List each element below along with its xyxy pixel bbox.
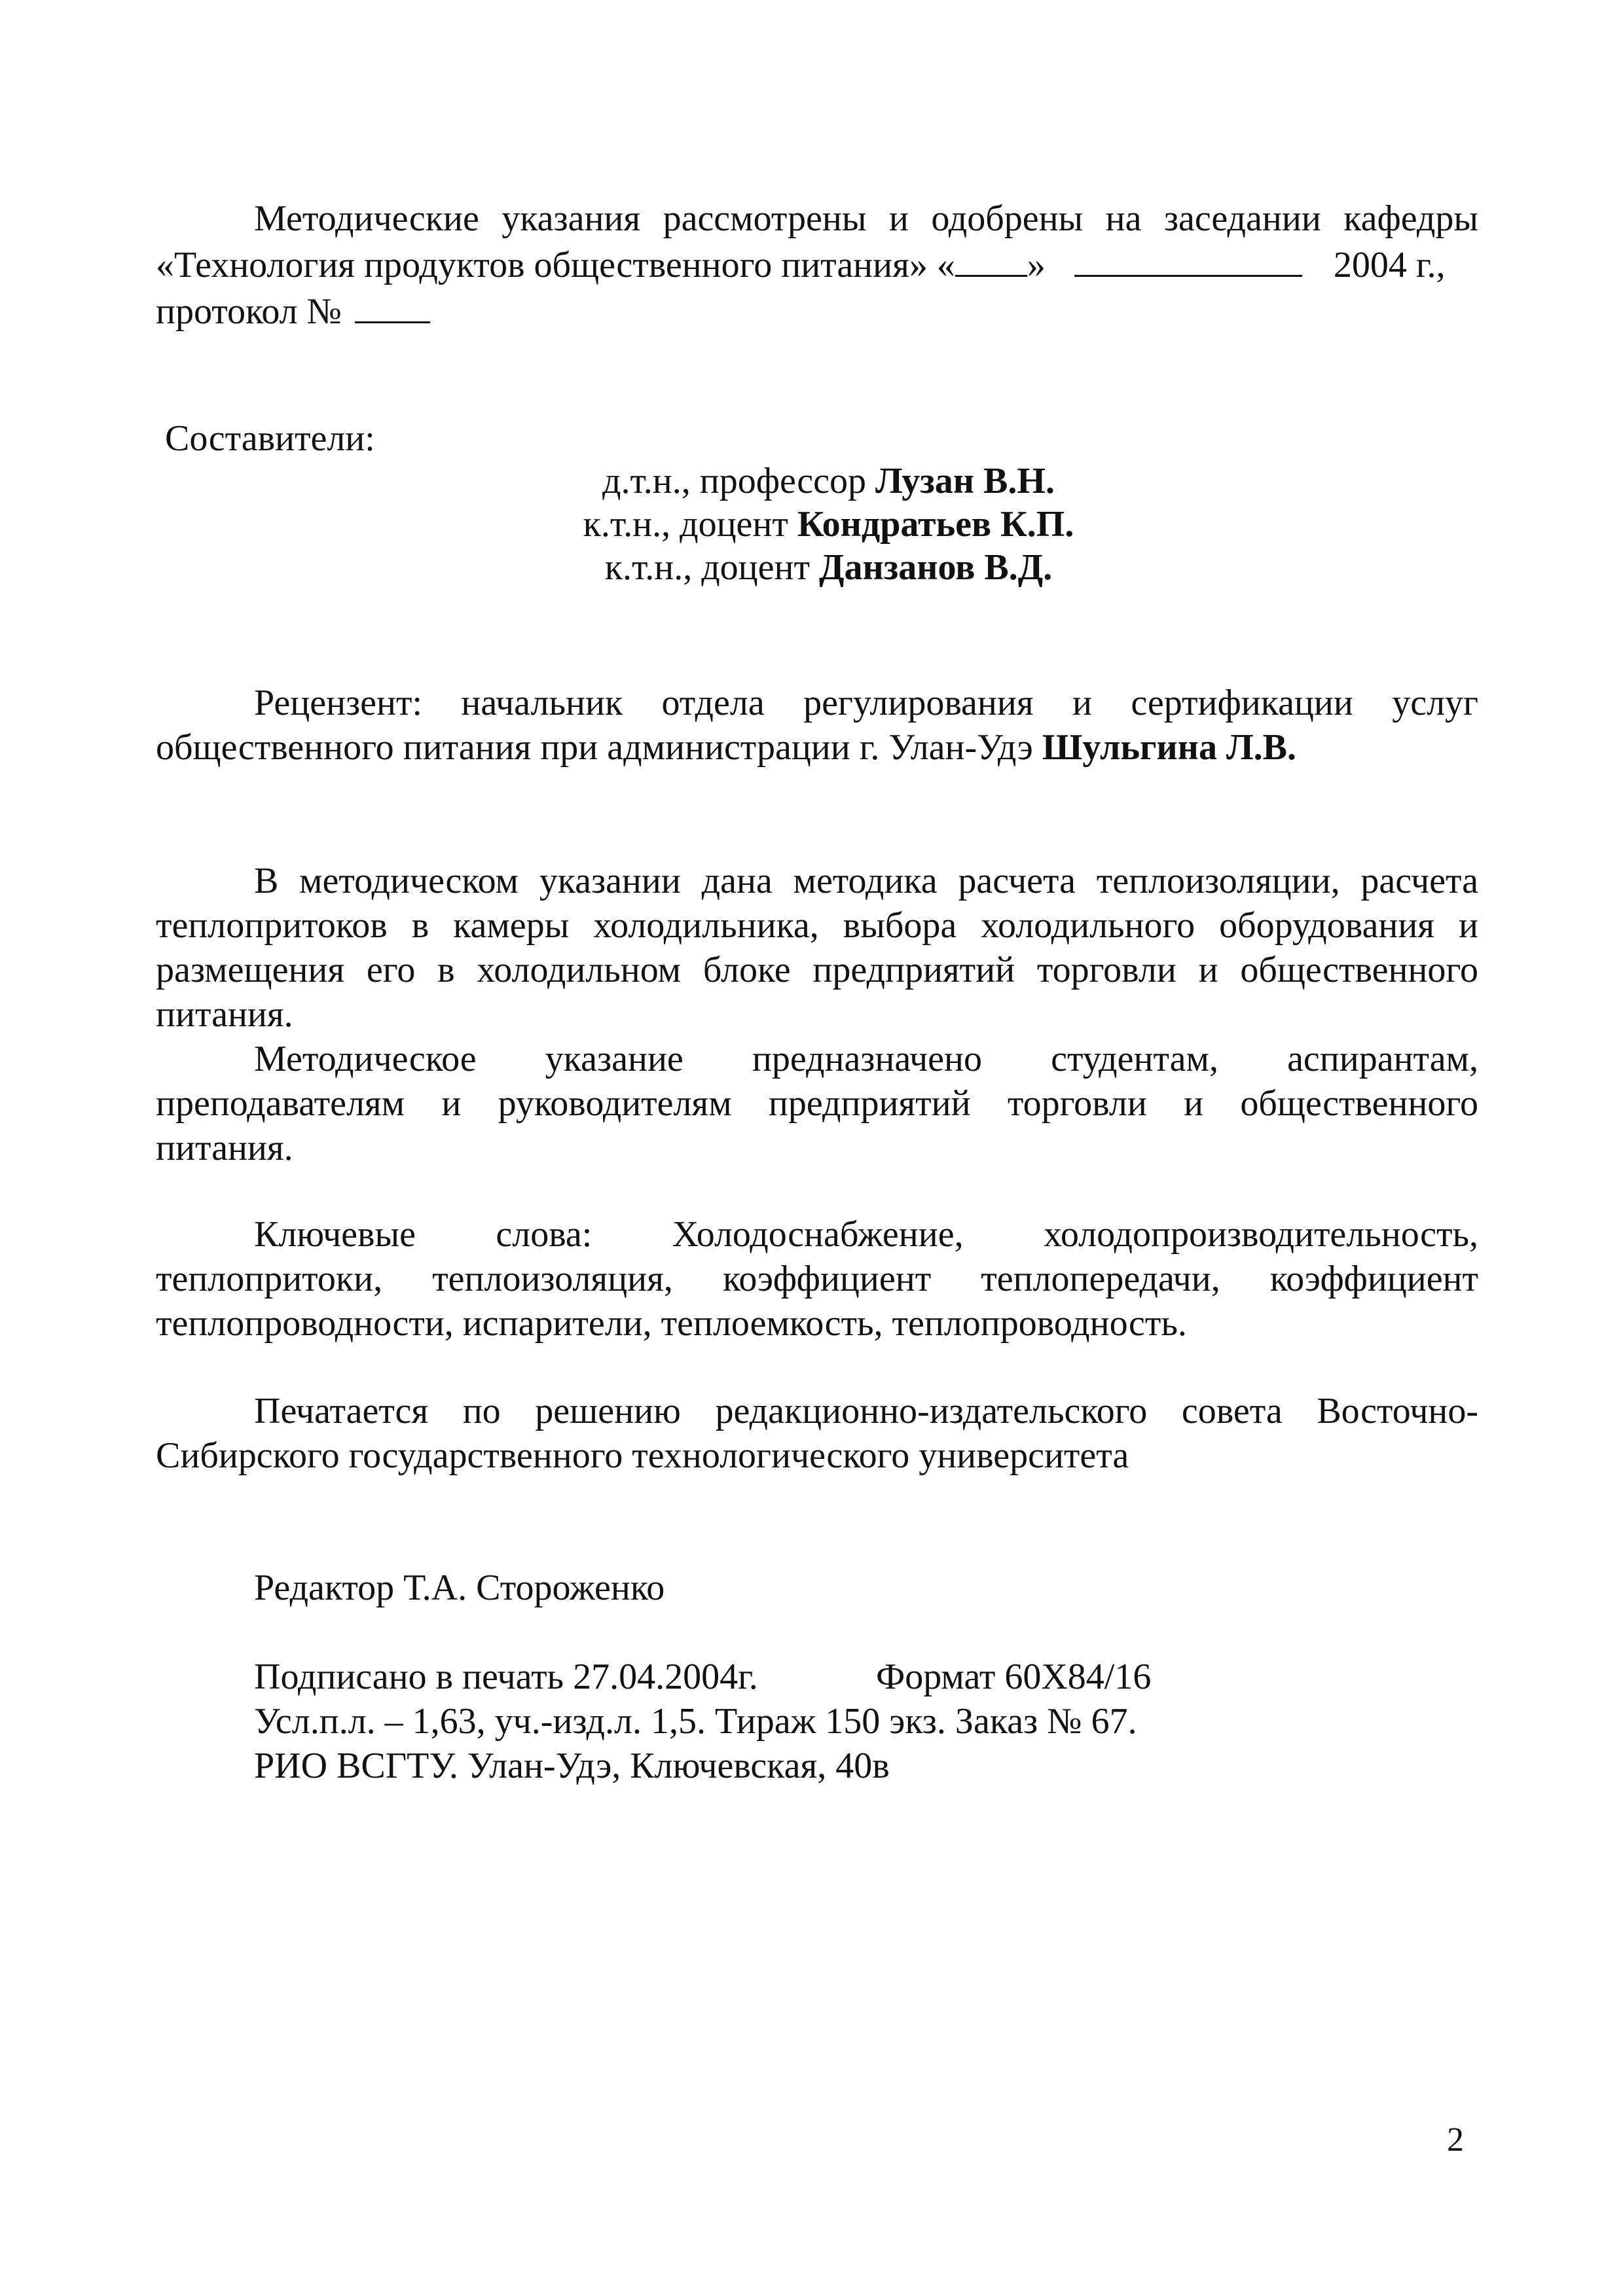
day-blank xyxy=(955,241,1027,277)
imprint-line-2: Усл.п.л. – 1,63, уч.-изд.л. 1,5. Тираж 150 экз. Заказ № 67. xyxy=(254,1701,1137,1742)
editor-line: Редактор Т.А. Стороженко xyxy=(254,1568,665,1608)
month-blank xyxy=(1074,241,1302,277)
author-3-title: к.т.н., доцент xyxy=(604,547,819,588)
keywords-line-3: теплопроводности, испарители, теплоемкость, теплопроводность. xyxy=(156,1303,1187,1344)
imprint-format: Формат 60Х84/16 xyxy=(876,1657,1152,1697)
protocol-blank xyxy=(355,287,430,323)
approval-line-2 xyxy=(156,241,1478,287)
approval-quote-close: » xyxy=(1027,245,1046,285)
abstract-p1-line-3: размещения его в холодильном блоке предприятий торговли и общественного xyxy=(156,950,1478,990)
reviewer-line-2 xyxy=(156,725,1478,770)
abstract-p2-line-1: Методическое указание предназначено студентам, аспирантам, xyxy=(254,1039,1478,1079)
approval-line-1: Методические указания рассмотрены и одобрены на заседании кафедры xyxy=(254,198,1478,239)
keywords-line-2: теплопритоки, теплоизоляция, коэффициент теплопередачи, коэффициент xyxy=(156,1259,1478,1299)
imprint-signed: Подписано в печать 27.04.2004г. xyxy=(254,1657,758,1697)
abstract-p2-line-2: преподавателям и руководителям предприятий торговли и общественного xyxy=(156,1083,1478,1124)
reviewer-name: Шульгина Л.В. xyxy=(1042,727,1297,768)
author-2-title: к.т.н., доцент xyxy=(583,504,797,545)
approval-year: 2004 г., xyxy=(1333,245,1446,285)
abstract-paragraph-2 xyxy=(156,1037,1478,1170)
abstract-p1-line-2: теплопритоков в камеры холодильника, выбора холодильного оборудования и xyxy=(156,905,1478,946)
publication-paragraph xyxy=(156,1389,1478,1478)
abstract-paragraph-1 xyxy=(156,859,1478,1037)
approval-department: «Технология продуктов общественного питания» « xyxy=(156,245,955,285)
reviewer-paragraph xyxy=(156,681,1478,770)
abstract-p1-line-4: питания. xyxy=(156,994,293,1035)
imprint-line-3: РИО ВСГТУ. Улан-Удэ, Ключевская, 40в xyxy=(254,1746,890,1786)
author-3-name: Данзанов В.Д. xyxy=(818,547,1053,588)
compilers-label: Составители: xyxy=(165,418,375,459)
author-1-title: д.т.н., профессор xyxy=(602,461,875,501)
protocol-label: протокол № xyxy=(156,291,342,332)
author-1-name: Лузан В.Н. xyxy=(875,461,1055,501)
reviewer-line-1: Рецензент: начальник отдела регулирования и сертификации услуг xyxy=(254,683,1478,723)
author-2 xyxy=(17,503,1623,546)
approval-paragraph xyxy=(156,196,1478,334)
keywords-paragraph xyxy=(156,1212,1478,1346)
authors-list xyxy=(17,459,1623,589)
publication-line-1: Печатается по решению редакционно-издательского совета Восточно- xyxy=(254,1391,1478,1431)
approval-line-3 xyxy=(156,287,1478,334)
author-3 xyxy=(17,546,1623,589)
page-number: 2 xyxy=(1447,2121,1464,2159)
publication-line-2: Сибирского государственного технологического университета xyxy=(156,1435,1129,1476)
author-2-name: Кондратьев К.П. xyxy=(797,504,1074,545)
author-1 xyxy=(17,459,1623,503)
reviewer-organization: общественного питания при администрации г. Улан-Удэ xyxy=(156,727,1042,768)
abstract-p2-line-3: питания. xyxy=(156,1128,293,1168)
keywords-line-1: Ключевые слова: Холодоснабжение, холодопроизводительность, xyxy=(254,1214,1478,1255)
abstract-p1-line-1: В методическом указании дана методика расчета теплоизоляции, расчета xyxy=(254,861,1478,901)
